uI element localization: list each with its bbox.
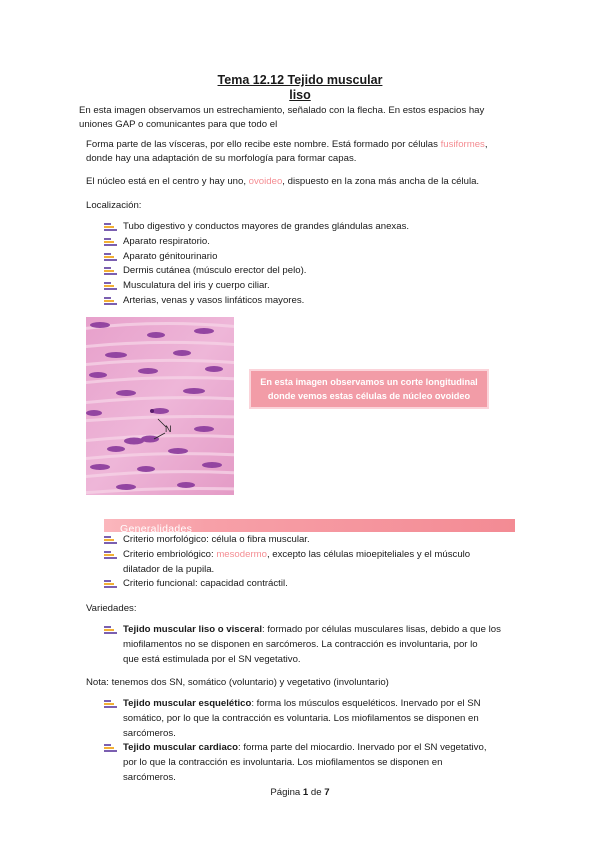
bullet-icon — [104, 744, 117, 752]
list-item-text: por lo que la contracción es involuntaria. Los miofilamentos se disponen en — [123, 757, 443, 769]
list-item-text: : formado por células musculares lisas, debido a que los — [261, 624, 501, 635]
list-item-text: : forma los músculos esqueléticos. Inervado por el SN — [251, 698, 481, 709]
list-item — [104, 548, 524, 578]
footer-prefix: Página — [270, 787, 303, 798]
current-page-number: 1 — [302, 787, 309, 798]
term-cardiaco: Tejido muscular cardiaco — [123, 742, 238, 754]
list-item-text: que está estimulada por el SN vegetativo. — [123, 653, 301, 665]
term-liso: Tejido muscular liso o visceral — [123, 624, 262, 635]
generalidades-list — [104, 533, 524, 592]
bullet-icon — [104, 297, 117, 305]
para2-text: El núcleo está en el centro y hay uno, — [86, 176, 249, 187]
page-title — [0, 73, 600, 88]
callout-line-1: En esta imagen observamos un corte longitudinal — [260, 377, 478, 387]
variedades-heading: Variedades: — [86, 603, 137, 614]
list-item — [104, 741, 524, 785]
title-line-1: Tema 12.12 Tejido muscular — [217, 73, 383, 87]
bullet-icon — [104, 580, 117, 588]
list-item — [104, 220, 504, 235]
highlight-mesodermo: mesodermo — [216, 548, 267, 560]
highlight-ovoideo: ovoideo — [248, 176, 283, 187]
list-item — [104, 697, 524, 741]
list-item-text: sarcómeros. — [123, 771, 176, 783]
bullet-icon — [104, 700, 117, 708]
footer-mid: de — [308, 787, 325, 798]
list-item — [104, 279, 504, 294]
localizacion-heading: Localización: — [86, 200, 142, 211]
smooth-muscle-micrograph — [86, 317, 234, 495]
localizacion-list — [104, 220, 504, 309]
list-item-text: dilatador de la pupila. — [123, 563, 215, 575]
callout-line-2: donde vemos estas células de núcleo ovoideo — [267, 391, 471, 401]
list-item-text: , excepto las células mioepiteliales y el músculo — [266, 548, 471, 560]
intro-paragraph — [79, 104, 519, 132]
intro-line-2: uniones GAP o comunicantes para que todo el — [79, 119, 278, 130]
variedades-list-2 — [104, 697, 524, 786]
nota-text: Nota: tenemos dos SN, somático (voluntario) y vegetativo (involuntario) — [86, 677, 389, 688]
total-pages: 7 — [324, 787, 330, 798]
bullet-icon — [104, 223, 117, 231]
bullet-icon — [104, 536, 117, 544]
generalidades-heading-bar — [104, 519, 515, 535]
list-item-text: Criterio funcional: capacidad contráctil. — [123, 578, 288, 590]
list-item-text: Dermis cutánea (músculo erector del pelo). — [123, 265, 307, 277]
para2-rest: , dispuesto en la zona más ancha de la célula. — [282, 176, 480, 187]
list-item-text: sarcómeros. — [123, 727, 176, 739]
paragraph-nucleo — [86, 175, 526, 189]
image-caption-callout — [249, 369, 489, 409]
list-item-text: miofilamentos no se disponen en sarcómeros. La contracción es involuntaria, por lo — [123, 638, 478, 650]
list-item-text: Tubo digestivo y conductos mayores de grandes glándulas anexas. — [123, 221, 410, 232]
list-item-text: Criterio embriológico: — [123, 548, 217, 560]
list-item-text: Musculatura del iris y cuerpo ciliar. — [123, 280, 270, 292]
list-item-text: : forma parte del miocardio. Inervado por el SN vegetativo, — [237, 742, 487, 754]
nucleus-label: N — [165, 424, 172, 434]
para1-comma: , — [484, 139, 488, 150]
page-subtitle — [0, 88, 600, 103]
page-footer — [0, 787, 600, 798]
list-item — [104, 264, 504, 279]
list-item-text: somático, por lo que la contracción es voluntaria. Los miofilamentos se disponen en — [123, 712, 479, 724]
list-item-text: Aparato génitourinario — [123, 250, 218, 262]
bullet-icon — [104, 253, 117, 261]
generalidades-heading: Generalidades — [120, 523, 193, 535]
list-item — [104, 250, 504, 265]
para1-text: Forma parte de las vísceras, por ello recibe este nombre. Está formado por células — [86, 139, 441, 150]
variedades-list-1 — [104, 623, 524, 667]
bullet-icon — [104, 282, 117, 290]
list-item — [104, 577, 524, 592]
bullet-icon — [104, 626, 117, 634]
list-item-text: Arterias, venas y vasos linfáticos mayores. — [123, 294, 305, 306]
para1-line-2: donde hay una adaptación de su morfología para formar capas. — [86, 153, 357, 164]
bullet-icon — [104, 551, 117, 559]
list-item — [104, 623, 524, 667]
micrograph-image-icon — [86, 317, 234, 495]
list-item — [104, 294, 504, 309]
list-item — [104, 533, 524, 548]
list-item-text: Criterio morfológico: célula o fibra muscular. — [123, 534, 310, 545]
bullet-icon — [104, 267, 117, 275]
highlight-fusiformes: fusiformes — [440, 139, 485, 150]
term-esqueletico: Tejido muscular esquelético — [123, 698, 252, 709]
list-item-text: Aparato respiratorio. — [123, 235, 210, 247]
list-item — [104, 235, 504, 250]
paragraph-forma — [86, 138, 526, 166]
title-line-2: liso — [289, 88, 311, 102]
bullet-icon — [104, 238, 117, 246]
intro-line-1: En esta imagen observamos un estrechamiento, señalado con la flecha. En estos espacios hay — [79, 105, 485, 116]
